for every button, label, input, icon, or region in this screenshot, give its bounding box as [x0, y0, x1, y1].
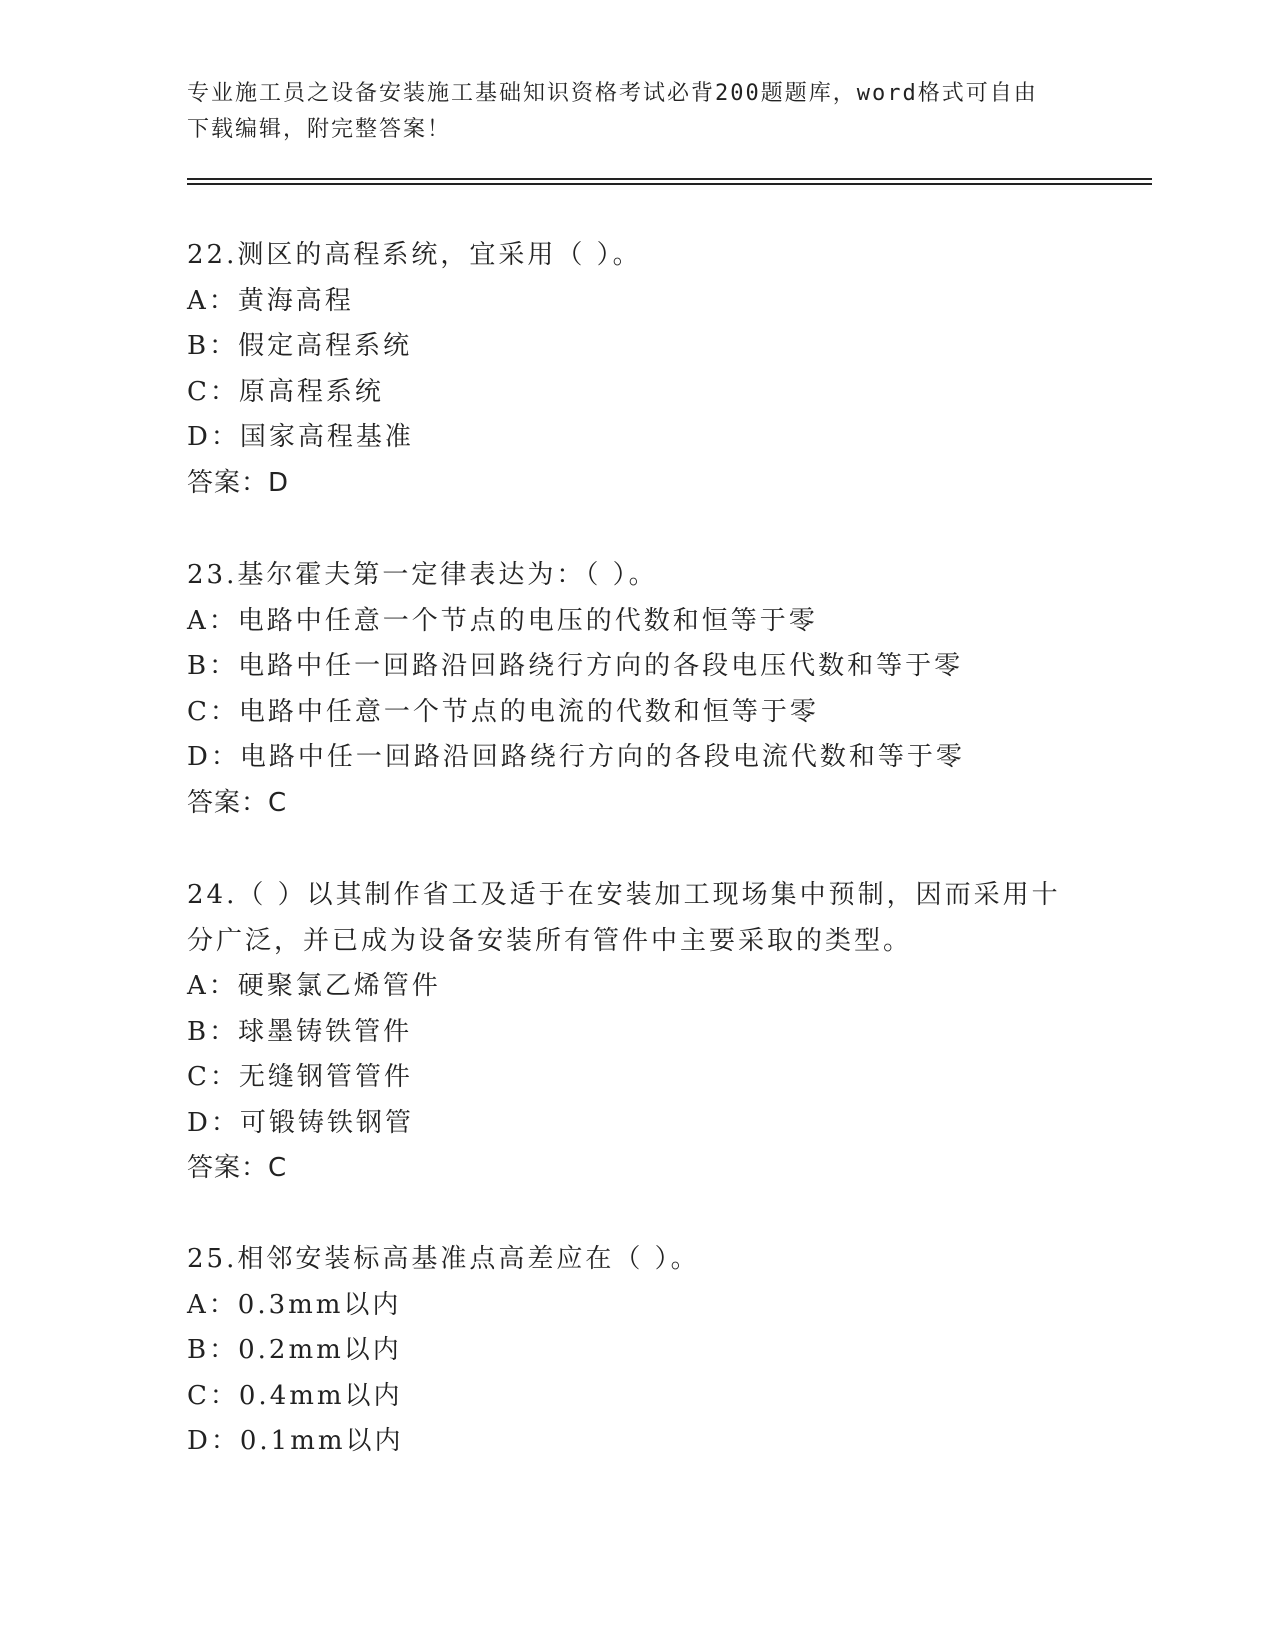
option-b: B：0.2mm以内 [187, 1335, 402, 1365]
option-a: A：硬聚氯乙烯管件 [187, 971, 441, 1001]
question-stem: 25.相邻安装标高基准点高差应在（ ）。 [187, 1244, 700, 1274]
question-22 [187, 233, 1087, 506]
header-divider-bottom [187, 183, 1152, 185]
answer: 答案：C [187, 1153, 288, 1183]
option-b: B：电路中任一回路沿回路绕行方向的各段电压代数和等于零 [187, 651, 964, 681]
option-c: C：无缝钢管管件 [187, 1062, 413, 1092]
option-d: D：国家高程基准 [187, 422, 414, 452]
option-d: D：电路中任一回路沿回路绕行方向的各段电流代数和等于零 [187, 742, 965, 772]
option-d: D：0.1mm以内 [187, 1426, 404, 1456]
question-23 [187, 553, 1087, 826]
option-d: D：可锻铸铁钢管 [187, 1107, 414, 1138]
option-b: B：假定高程系统 [187, 331, 413, 361]
option-c: C：原高程系统 [187, 376, 384, 407]
document-header [187, 76, 1087, 148]
question-stem-line-1: 24.（ ）以其制作省工及适于在安装加工现场集中预制，因而采用十 [187, 880, 1061, 910]
header-line-1: 专业施工员之设备安装施工基础知识资格考试必背200题题库，word格式可自由 [187, 81, 1038, 106]
answer: 答案：C [187, 787, 288, 818]
option-b: B：球墨铸铁管件 [187, 1016, 413, 1047]
question-24 [187, 873, 1087, 1192]
question-25 [187, 1237, 1087, 1465]
option-a: A：0.3mm以内 [187, 1289, 402, 1320]
option-a: A：黄海高程 [187, 285, 354, 316]
header-line-2: 下载编辑，附完整答案！ [187, 117, 452, 142]
answer: 答案：D [187, 467, 290, 498]
option-c: C：0.4mm以内 [187, 1380, 403, 1411]
header-divider-top [187, 178, 1152, 180]
option-a: A：电路中任意一个节点的电压的代数和恒等于零 [187, 605, 818, 636]
option-c: C：电路中任意一个节点的电流的代数和恒等于零 [187, 696, 819, 727]
question-stem: 23.基尔霍夫第一定律表达为：（ ）。 [187, 560, 658, 590]
question-stem-line-2: 分广泛，并已成为设备安装所有管件中主要采取的类型。 [187, 925, 913, 956]
question-stem: 22.测区的高程系统，宜采用（ ）。 [187, 240, 642, 270]
